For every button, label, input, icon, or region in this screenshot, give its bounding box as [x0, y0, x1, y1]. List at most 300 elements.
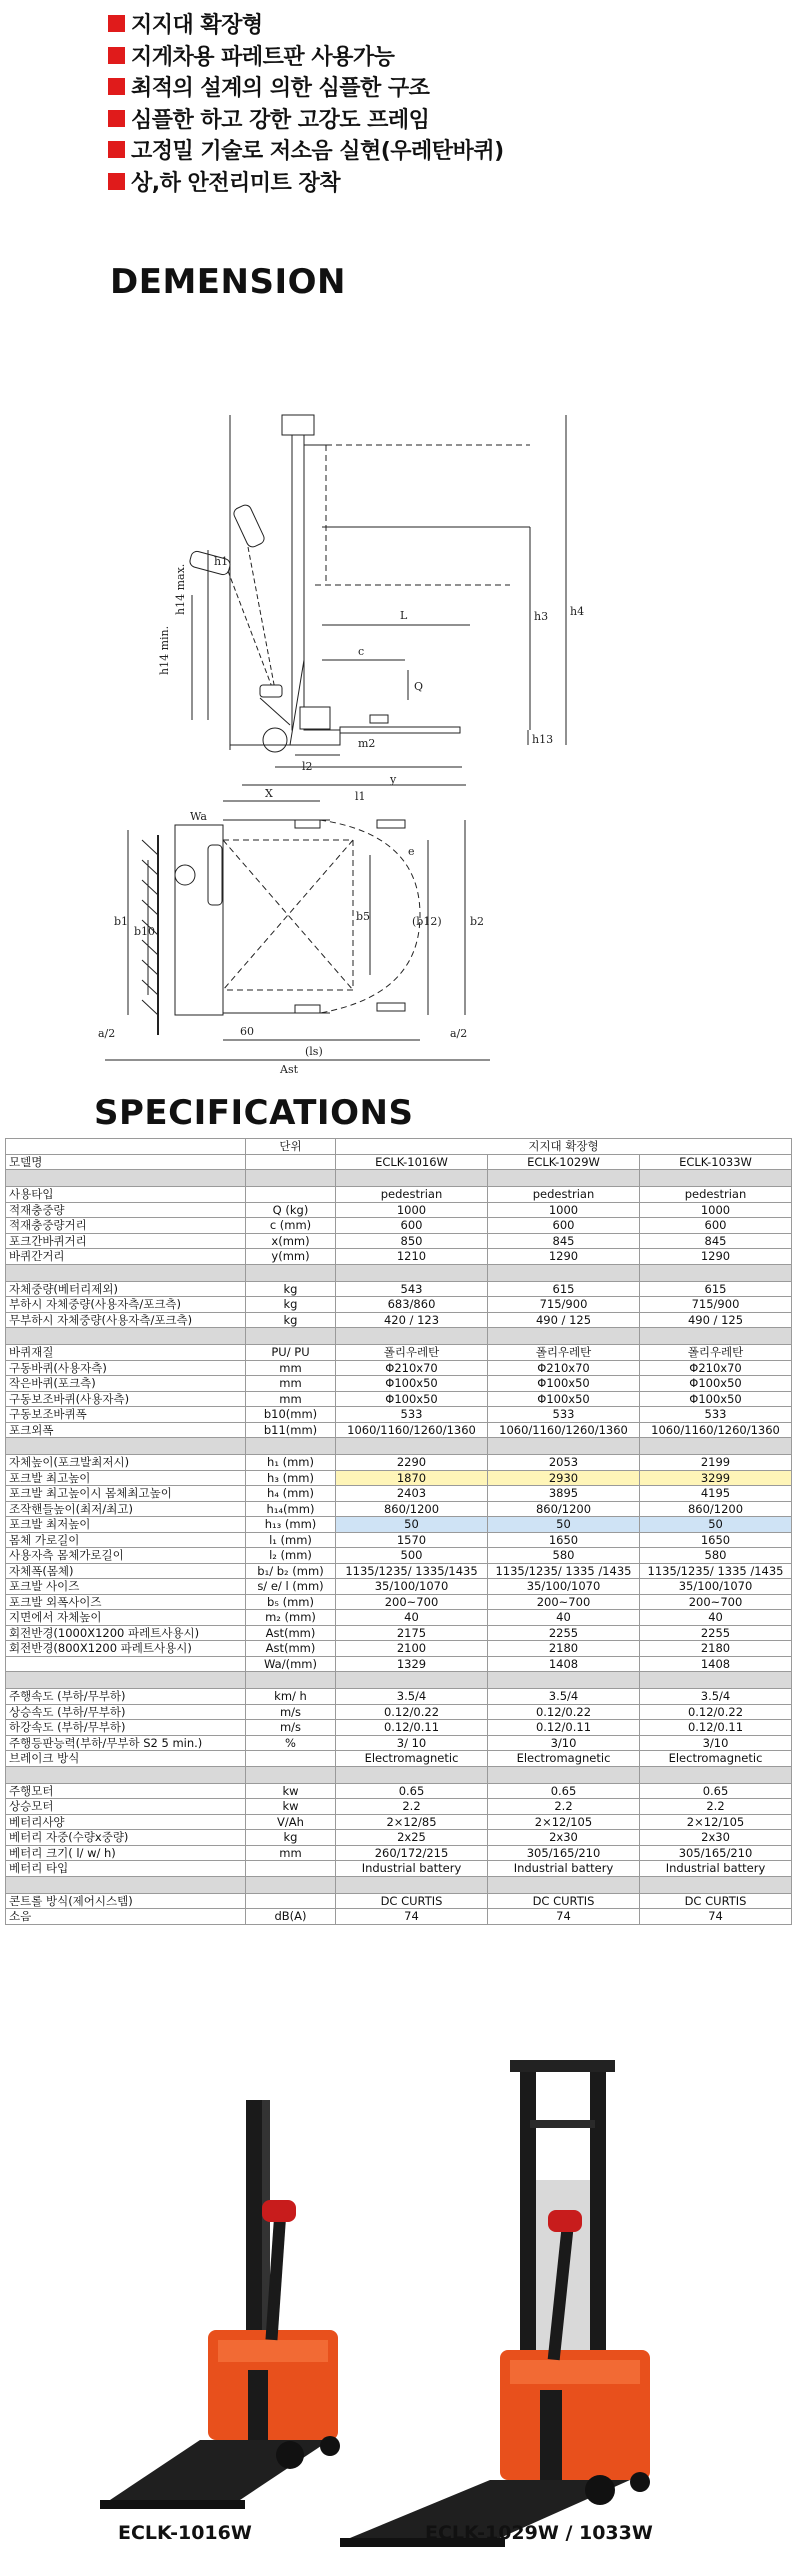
spec-value: 1135/1235/ 1335/1435 — [336, 1563, 488, 1579]
spec-row — [6, 1391, 792, 1407]
spec-unit: kg — [246, 1830, 336, 1846]
spec-unit: b₅ (mm) — [246, 1594, 336, 1610]
spec-unit: kg — [246, 1312, 336, 1328]
photo-caption-1029w: ECLK-1029W / 1033W — [425, 2522, 653, 2544]
spec-unit: kw — [246, 1783, 336, 1799]
label-l2: l2 — [302, 760, 313, 773]
spec-label: 사용자측 몸체가로길이 — [6, 1548, 246, 1564]
spec-label: 자체중량(베터리제외) — [6, 1281, 246, 1297]
specifications-title: SPECIFICATIONS — [94, 1093, 414, 1133]
spec-value: 2x30 — [640, 1830, 792, 1846]
spec-unit: kg — [246, 1281, 336, 1297]
spec-value: 2.2 — [488, 1799, 640, 1815]
spec-row — [6, 1376, 792, 1392]
spec-value: 40 — [640, 1610, 792, 1626]
spec-label: 베터리 크기( l/ w/ h) — [6, 1845, 246, 1861]
photo-caption-1016w: ECLK-1016W — [118, 2522, 252, 2544]
spec-unit: km/ h — [246, 1689, 336, 1705]
red-square-bullet-icon — [108, 141, 125, 158]
spec-label: 주행속도 (부하/무부하) — [6, 1689, 246, 1705]
spec-value: 3.5/4 — [488, 1689, 640, 1705]
spec-value: 2×12/105 — [640, 1814, 792, 1830]
spec-row — [6, 1187, 792, 1203]
spec-value: 74 — [488, 1909, 640, 1925]
spec-value: 3/10 — [488, 1735, 640, 1751]
feature-text: 고정밀 기술로 저소음 실현(우레탄바퀴) — [131, 139, 504, 165]
spec-value: 74 — [640, 1909, 792, 1925]
spec-value: 543 — [336, 1281, 488, 1297]
spec-value: 600 — [488, 1218, 640, 1234]
label-h4: h4 — [570, 605, 585, 618]
spec-unit: mm — [246, 1376, 336, 1392]
spec-unit — [246, 1861, 336, 1877]
spec-row — [6, 1517, 792, 1533]
truck-photo-1029w — [340, 2060, 650, 2547]
spec-value: 2403 — [336, 1486, 488, 1502]
spec-value: 860/1200 — [640, 1501, 792, 1517]
spec-value: 0.12/0.22 — [336, 1704, 488, 1720]
spec-unit: V/Ah — [246, 1814, 336, 1830]
spec-section-separator — [6, 1766, 792, 1783]
spec-section-separator — [6, 1264, 792, 1281]
spec-row — [6, 1218, 792, 1234]
spec-value: 1290 — [640, 1249, 792, 1265]
label-c: c — [358, 645, 365, 658]
truck-photo-1016w — [100, 2100, 340, 2509]
spec-label: 하강속도 (부하/무부하) — [6, 1720, 246, 1736]
spec-value: 0.65 — [336, 1783, 488, 1799]
spec-label: 소음 — [6, 1909, 246, 1925]
spec-value: Φ210x70 — [640, 1360, 792, 1376]
label-m2: m2 — [358, 737, 376, 750]
spec-unit: Q (kg) — [246, 1202, 336, 1218]
spec-label: 콘트롤 방식(제어시스템) — [6, 1893, 246, 1909]
spec-value: 1408 — [488, 1656, 640, 1672]
spec-row — [6, 1281, 792, 1297]
spec-value: Φ100x50 — [336, 1376, 488, 1392]
label-l1: l1 — [355, 790, 366, 803]
red-square-bullet-icon — [108, 15, 125, 32]
spec-value: 533 — [488, 1407, 640, 1423]
spec-row — [6, 1845, 792, 1861]
feature-item — [108, 8, 748, 40]
side-view — [158, 415, 584, 803]
spec-row — [6, 1751, 792, 1767]
spec-value: 40 — [488, 1610, 640, 1626]
spec-label: 회전반경(800X1200 파레트사용시) — [6, 1641, 246, 1657]
spec-value: 2.2 — [640, 1799, 792, 1815]
label-b2: b2 — [470, 915, 485, 928]
spec-value: 2053 — [488, 1455, 640, 1471]
spec-value: 533 — [640, 1407, 792, 1423]
spec-row — [6, 1422, 792, 1438]
spec-value: 2255 — [488, 1625, 640, 1641]
spec-value: Φ100x50 — [488, 1391, 640, 1407]
spec-row — [6, 1312, 792, 1328]
spec-row — [6, 1656, 792, 1672]
red-square-bullet-icon — [108, 173, 125, 190]
spec-unit: kg — [246, 1297, 336, 1313]
spec-row — [6, 1641, 792, 1657]
red-square-bullet-icon — [108, 78, 125, 95]
spec-label: 작은바퀴(포크측) — [6, 1376, 246, 1392]
spec-value: 683/860 — [336, 1297, 488, 1313]
spec-label: 베터리 자중(수량x중량) — [6, 1830, 246, 1846]
spec-value: 35/100/1070 — [488, 1579, 640, 1595]
spec-label: 상승속도 (부하/무부하) — [6, 1704, 246, 1720]
spec-value: 3895 — [488, 1486, 640, 1502]
spec-value: 200~700 — [640, 1594, 792, 1610]
spec-unit: h₁₃ (mm) — [246, 1517, 336, 1533]
spec-row — [6, 1249, 792, 1265]
spec-label: 포크발 최저높이 — [6, 1517, 246, 1533]
spec-section-separator — [6, 1438, 792, 1455]
spec-value: 74 — [336, 1909, 488, 1925]
spec-value: Electromagnetic — [488, 1751, 640, 1767]
label-60: 60 — [240, 1025, 254, 1038]
spec-label: 지면에서 자체높이 — [6, 1610, 246, 1626]
spec-value: Industrial battery — [336, 1861, 488, 1877]
spec-value: 3/ 10 — [336, 1735, 488, 1751]
spec-row — [6, 1704, 792, 1720]
spec-value: pedestrian — [488, 1187, 640, 1203]
spec-value: 2×12/105 — [488, 1814, 640, 1830]
spec-unit: b₁/ b₂ (mm) — [246, 1563, 336, 1579]
feature-item — [108, 134, 748, 166]
dimension-title: DEMENSION — [110, 262, 346, 302]
label-e: e — [408, 845, 415, 858]
spec-unit: h₁₄(mm) — [246, 1501, 336, 1517]
spec-value: 860/1200 — [336, 1501, 488, 1517]
label-X: X — [265, 787, 273, 800]
spec-value: 3/10 — [640, 1735, 792, 1751]
label-Wa: Wa — [190, 810, 207, 823]
spec-value: 2180 — [488, 1641, 640, 1657]
spec-value: 폴리우레탄 — [640, 1345, 792, 1361]
spec-row — [6, 1297, 792, 1313]
spec-label: 포크간바퀴거리 — [6, 1233, 246, 1249]
spec-label: 베터리사양 — [6, 1814, 246, 1830]
spec-value: 1060/1160/1260/1360 — [336, 1422, 488, 1438]
spec-row — [6, 1610, 792, 1626]
spec-value: 1135/1235/ 1335 /1435 — [488, 1563, 640, 1579]
spec-value: DC CURTIS — [640, 1893, 792, 1909]
spec-row — [6, 1783, 792, 1799]
group-title: 지지대 확장형 — [336, 1139, 792, 1155]
spec-value: 490 / 125 — [640, 1312, 792, 1328]
dimension-drawing-svg — [90, 315, 710, 1075]
label-L: L — [400, 609, 408, 622]
spec-row — [6, 1814, 792, 1830]
spec-value: 2255 — [640, 1625, 792, 1641]
spec-row — [6, 1830, 792, 1846]
spec-value: Φ100x50 — [336, 1391, 488, 1407]
spec-unit — [246, 1751, 336, 1767]
spec-value: Industrial battery — [488, 1861, 640, 1877]
label-h14max: h14 max. — [174, 563, 187, 615]
spec-label — [6, 1656, 246, 1672]
spec-label: 바퀴간거리 — [6, 1249, 246, 1265]
spec-unit: x(mm) — [246, 1233, 336, 1249]
spec-label: 포크발 최고높이 — [6, 1470, 246, 1486]
spec-unit: m/s — [246, 1720, 336, 1736]
spec-value: 600 — [640, 1218, 792, 1234]
spec-label: 몸체 가로길이 — [6, 1532, 246, 1548]
label-h1: h1 — [214, 555, 229, 568]
label-h3: h3 — [534, 610, 549, 623]
spec-unit: Wa/(mm) — [246, 1656, 336, 1672]
spec-unit: b11(mm) — [246, 1422, 336, 1438]
label-a2-left: a/2 — [98, 1027, 116, 1040]
spec-value: pedestrian — [640, 1187, 792, 1203]
spec-row — [6, 1548, 792, 1564]
spec-value: 1000 — [640, 1202, 792, 1218]
spec-value: pedestrian — [336, 1187, 488, 1203]
product-photos — [0, 2060, 800, 2558]
spec-value: 715/900 — [488, 1297, 640, 1313]
spec-row — [6, 1407, 792, 1423]
spec-label: 적재충중량 — [6, 1202, 246, 1218]
spec-label: 브레이크 방식 — [6, 1751, 246, 1767]
spec-value: 1408 — [640, 1656, 792, 1672]
spec-value: 2100 — [336, 1641, 488, 1657]
model-name: ECLK-1016W — [336, 1154, 488, 1170]
label-Ast: Ast — [280, 1063, 299, 1075]
spec-unit: b10(mm) — [246, 1407, 336, 1423]
spec-value: 500 — [336, 1548, 488, 1564]
spec-value: 4195 — [640, 1486, 792, 1502]
spec-value: 715/900 — [640, 1297, 792, 1313]
model-row — [6, 1154, 792, 1170]
spec-label: 자체폭(몸체) — [6, 1563, 246, 1579]
spec-unit: kw — [246, 1799, 336, 1815]
spec-section-separator — [6, 1170, 792, 1187]
spec-row — [6, 1861, 792, 1877]
spec-label: 부하시 자체중량(사용자측/포크측) — [6, 1297, 246, 1313]
spec-value: 0.12/0.22 — [640, 1704, 792, 1720]
spec-value: 2x30 — [488, 1830, 640, 1846]
spec-value: 615 — [488, 1281, 640, 1297]
spec-value: 845 — [640, 1233, 792, 1249]
spec-unit: l₂ (mm) — [246, 1548, 336, 1564]
spec-unit: l₁ (mm) — [246, 1532, 336, 1548]
spec-unit: h₄ (mm) — [246, 1486, 336, 1502]
unit-header: 단위 — [246, 1139, 336, 1155]
spec-value: 200~700 — [488, 1594, 640, 1610]
spec-value: 0.12/0.11 — [488, 1720, 640, 1736]
feature-text: 심플한 하고 강한 고강도 프레임 — [131, 107, 430, 133]
spec-value: 615 — [640, 1281, 792, 1297]
spec-value: 490 / 125 — [488, 1312, 640, 1328]
spec-value: 1870 — [336, 1470, 488, 1486]
spec-unit: h₃ (mm) — [246, 1470, 336, 1486]
model-name: ECLK-1029W — [488, 1154, 640, 1170]
spec-table — [5, 1138, 792, 1925]
spec-label: 상승모터 — [6, 1799, 246, 1815]
spec-value: 2199 — [640, 1455, 792, 1471]
spec-value: 1650 — [488, 1532, 640, 1548]
spec-value: 0.65 — [488, 1783, 640, 1799]
product-photos-svg — [0, 2060, 800, 2558]
spec-value: 600 — [336, 1218, 488, 1234]
spec-row — [6, 1532, 792, 1548]
spec-label: 조작핸들높이(최저/최고) — [6, 1501, 246, 1517]
spec-row — [6, 1720, 792, 1736]
spec-label: 적재충중량거리 — [6, 1218, 246, 1234]
spec-value: 35/100/1070 — [640, 1579, 792, 1595]
label-ls: (ls) — [305, 1045, 323, 1058]
spec-label: 회전반경(1000X1200 파레트사용시) — [6, 1625, 246, 1641]
spec-row — [6, 1202, 792, 1218]
spec-unit: % — [246, 1735, 336, 1751]
spec-row — [6, 1594, 792, 1610]
spec-value: 0.12/0.11 — [336, 1720, 488, 1736]
spec-row — [6, 1360, 792, 1376]
spec-unit — [246, 1187, 336, 1203]
red-square-bullet-icon — [108, 110, 125, 127]
spec-value: 1060/1160/1260/1360 — [488, 1422, 640, 1438]
spec-unit: Ast(mm) — [246, 1641, 336, 1657]
spec-value: 200~700 — [336, 1594, 488, 1610]
spec-value: 2290 — [336, 1455, 488, 1471]
spec-value: 305/165/210 — [640, 1845, 792, 1861]
spec-value: 845 — [488, 1233, 640, 1249]
spec-row — [6, 1625, 792, 1641]
feature-text: 지지대 확장형 — [131, 13, 263, 39]
spec-row — [6, 1563, 792, 1579]
spec-section-separator — [6, 1328, 792, 1345]
spec-label: 사용타입 — [6, 1187, 246, 1203]
red-square-bullet-icon — [108, 47, 125, 64]
spec-value: 3.5/4 — [336, 1689, 488, 1705]
spec-value: 0.12/0.22 — [488, 1704, 640, 1720]
spec-value: 580 — [640, 1548, 792, 1564]
label-y: y — [390, 773, 397, 786]
spec-row — [6, 1893, 792, 1909]
label-b12: (b12) — [412, 915, 442, 928]
spec-row — [6, 1501, 792, 1517]
feature-item — [108, 166, 748, 198]
spec-value: 2x25 — [336, 1830, 488, 1846]
spec-row — [6, 1345, 792, 1361]
spec-value: 1060/1160/1260/1360 — [640, 1422, 792, 1438]
spec-value: Φ100x50 — [640, 1376, 792, 1392]
label-Q: Q — [414, 680, 424, 693]
spec-unit: c (mm) — [246, 1218, 336, 1234]
spec-label: 주행등판능력(부하/무부하 S2 5 min.) — [6, 1735, 246, 1751]
model-label: 모델명 — [6, 1154, 246, 1170]
feature-text: 상,하 안전리미트 장착 — [131, 170, 340, 196]
spec-unit: mm — [246, 1360, 336, 1376]
spec-value: 533 — [336, 1407, 488, 1423]
spec-label: 구동보조바퀴(사용자측) — [6, 1391, 246, 1407]
spec-label: 구동바퀴(사용자측) — [6, 1360, 246, 1376]
spec-unit: y(mm) — [246, 1249, 336, 1265]
spec-value: 305/165/210 — [488, 1845, 640, 1861]
spec-label: 포크발 외폭사이즈 — [6, 1594, 246, 1610]
spec-value: 3.5/4 — [640, 1689, 792, 1705]
spec-value: DC CURTIS — [336, 1893, 488, 1909]
spec-label: 무부하시 자체중량(사용자측/포크측) — [6, 1312, 246, 1328]
spec-value: 2×12/85 — [336, 1814, 488, 1830]
spec-label: 포크외폭 — [6, 1422, 246, 1438]
label-h13: h13 — [532, 733, 554, 746]
spec-value: 2930 — [488, 1470, 640, 1486]
spec-unit: m₂ (mm) — [246, 1610, 336, 1626]
spec-value: 1570 — [336, 1532, 488, 1548]
dimension-drawing — [90, 315, 710, 1075]
spec-value: Φ210x70 — [336, 1360, 488, 1376]
spec-section-separator — [6, 1672, 792, 1689]
spec-label: 포크발 최고높이시 몸체최고높이 — [6, 1486, 246, 1502]
spec-value: 폴리우레탄 — [336, 1345, 488, 1361]
spec-row — [6, 1486, 792, 1502]
feature-text: 지게차용 파레트판 사용가능 — [131, 44, 395, 70]
spec-value: 2175 — [336, 1625, 488, 1641]
spec-table-wrapper — [5, 1138, 791, 1925]
spec-row — [6, 1470, 792, 1486]
spec-row — [6, 1799, 792, 1815]
spec-unit: mm — [246, 1845, 336, 1861]
spec-value: Industrial battery — [640, 1861, 792, 1877]
spec-row — [6, 1233, 792, 1249]
spec-value: 850 — [336, 1233, 488, 1249]
spec-value: 40 — [336, 1610, 488, 1626]
spec-value: 1135/1235/ 1335 /1435 — [640, 1563, 792, 1579]
spec-unit: h₁ (mm) — [246, 1455, 336, 1471]
spec-value: Φ100x50 — [640, 1391, 792, 1407]
spec-header-row — [6, 1139, 792, 1155]
label-h14min: h14 min. — [158, 625, 171, 675]
spec-unit: mm — [246, 1391, 336, 1407]
spec-row — [6, 1689, 792, 1705]
spec-value: 1290 — [488, 1249, 640, 1265]
spec-value: 260/172/215 — [336, 1845, 488, 1861]
spec-value: DC CURTIS — [488, 1893, 640, 1909]
spec-value: 580 — [488, 1548, 640, 1564]
spec-label: 자체높이(포크발최저시) — [6, 1455, 246, 1471]
feature-item — [108, 40, 748, 72]
spec-label: 포크발 사이즈 — [6, 1579, 246, 1595]
spec-value: 2.2 — [336, 1799, 488, 1815]
spec-value: 1650 — [640, 1532, 792, 1548]
spec-value: 35/100/1070 — [336, 1579, 488, 1595]
spec-unit: m/s — [246, 1704, 336, 1720]
spec-row — [6, 1579, 792, 1595]
spec-row — [6, 1455, 792, 1471]
spec-label: 바퀴재질 — [6, 1345, 246, 1361]
spec-value: 1000 — [336, 1202, 488, 1218]
spec-value: 50 — [336, 1517, 488, 1533]
spec-value: 50 — [640, 1517, 792, 1533]
spec-section-separator — [6, 1876, 792, 1893]
spec-value: 1210 — [336, 1249, 488, 1265]
spec-label: 베터리 타입 — [6, 1861, 246, 1877]
feature-item — [108, 71, 748, 103]
spec-value: Electromagnetic — [640, 1751, 792, 1767]
spec-value: 50 — [488, 1517, 640, 1533]
spec-value: 폴리우레탄 — [488, 1345, 640, 1361]
label-a2-right: a/2 — [450, 1027, 468, 1040]
spec-value: 1000 — [488, 1202, 640, 1218]
spec-value: Φ210x70 — [488, 1360, 640, 1376]
spec-value: 3299 — [640, 1470, 792, 1486]
spec-value: 0.12/0.11 — [640, 1720, 792, 1736]
feature-list — [108, 8, 748, 197]
spec-value: 860/1200 — [488, 1501, 640, 1517]
spec-unit: s/ e/ l (mm) — [246, 1579, 336, 1595]
spec-unit — [246, 1893, 336, 1909]
